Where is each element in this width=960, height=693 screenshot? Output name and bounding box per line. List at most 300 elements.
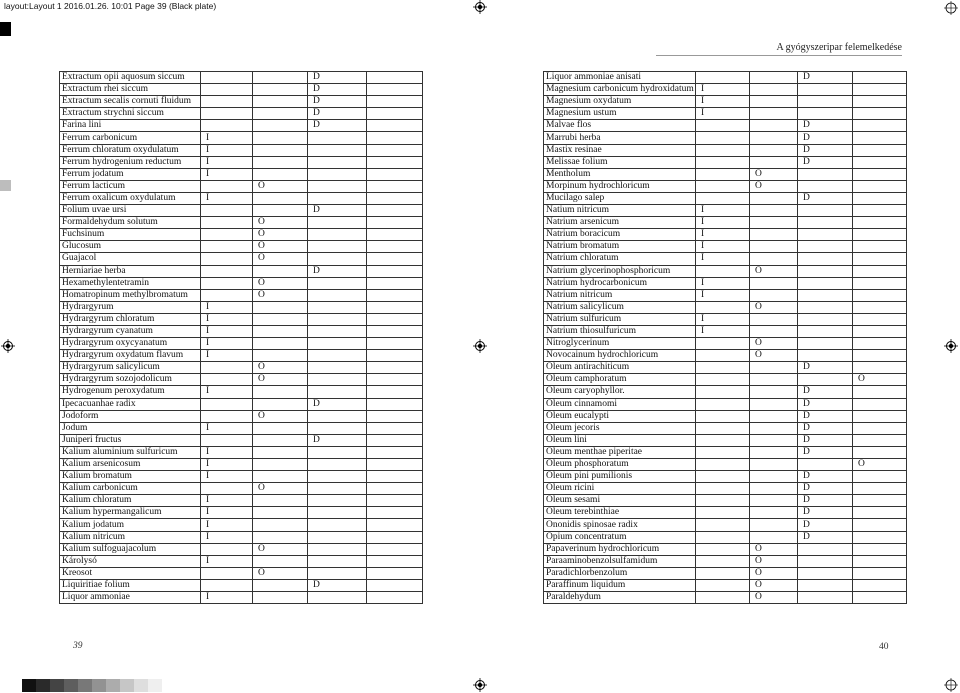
category-cell xyxy=(201,72,253,84)
category-cell xyxy=(367,180,423,192)
category-cell xyxy=(853,519,907,531)
category-cell xyxy=(253,495,308,507)
table-row xyxy=(544,459,907,471)
crop-block xyxy=(0,180,11,191)
category-cell xyxy=(750,374,798,386)
category-cell: O xyxy=(750,555,798,567)
category-cell xyxy=(308,325,367,337)
category-cell xyxy=(308,386,367,398)
substance-name-cell: Jodoform xyxy=(60,410,201,422)
category-cell xyxy=(853,180,907,192)
category-cell: D xyxy=(308,108,367,120)
category-cell xyxy=(798,338,853,350)
category-cell xyxy=(367,483,423,495)
table-row xyxy=(60,362,423,374)
substance-name-cell: Oleum cinnamomi xyxy=(544,398,696,410)
category-cell: D xyxy=(798,507,853,519)
substance-name-cell: Natrium chloratum xyxy=(544,253,696,265)
page-number-left: 39 xyxy=(73,641,83,651)
substance-name-cell: Magnesium ustum xyxy=(544,108,696,120)
category-cell xyxy=(853,156,907,168)
substance-name-cell: Malvae flos xyxy=(544,120,696,132)
crop-block xyxy=(0,22,11,36)
substance-name-cell: Mucilago salep xyxy=(544,192,696,204)
table-row xyxy=(60,108,423,120)
table-row xyxy=(544,180,907,192)
registration-mark-icon xyxy=(1,339,15,353)
table-row xyxy=(544,277,907,289)
table-row xyxy=(544,483,907,495)
table-row xyxy=(544,192,907,204)
category-cell xyxy=(367,446,423,458)
category-cell xyxy=(367,241,423,253)
calibration-swatch xyxy=(106,679,120,692)
category-cell: O xyxy=(253,217,308,229)
substance-name-cell: Kalium aluminium sulfuricum xyxy=(60,446,201,458)
table-row xyxy=(544,338,907,350)
category-cell: D xyxy=(798,531,853,543)
category-cell xyxy=(696,132,750,144)
substance-name-cell: Melissae folium xyxy=(544,156,696,168)
category-cell: I xyxy=(696,229,750,241)
category-cell xyxy=(853,567,907,579)
category-cell xyxy=(853,313,907,325)
table-row xyxy=(544,567,907,579)
category-cell xyxy=(750,483,798,495)
table-row xyxy=(60,592,423,604)
category-cell xyxy=(853,265,907,277)
substance-name-cell: Oleum phosphoratum xyxy=(544,459,696,471)
substance-name-cell: Hydrargyrum chloratum xyxy=(60,313,201,325)
category-cell xyxy=(253,579,308,591)
category-cell xyxy=(853,301,907,313)
category-cell xyxy=(367,434,423,446)
category-cell xyxy=(853,495,907,507)
category-cell xyxy=(367,386,423,398)
category-cell xyxy=(308,313,367,325)
category-cell xyxy=(853,168,907,180)
category-cell xyxy=(367,313,423,325)
category-cell xyxy=(367,422,423,434)
substance-name-cell: Kalium arsenicosum xyxy=(60,459,201,471)
category-cell xyxy=(696,374,750,386)
category-cell xyxy=(798,217,853,229)
table-row xyxy=(60,579,423,591)
category-cell xyxy=(750,96,798,108)
category-cell: I xyxy=(201,507,253,519)
substance-name-cell: Opium concentratum xyxy=(544,531,696,543)
substance-name-cell: Natrium arsenicum xyxy=(544,217,696,229)
substance-name-cell: Natrium salicylicum xyxy=(544,301,696,313)
substance-name-cell: Juniperi fructus xyxy=(60,434,201,446)
category-cell: I xyxy=(696,217,750,229)
category-cell xyxy=(253,313,308,325)
category-cell: Ö xyxy=(853,459,907,471)
category-cell xyxy=(750,446,798,458)
table-row xyxy=(60,301,423,313)
table-row xyxy=(544,132,907,144)
category-cell xyxy=(750,120,798,132)
category-cell xyxy=(201,180,253,192)
category-cell xyxy=(853,592,907,604)
table-row xyxy=(60,72,423,84)
category-cell xyxy=(853,132,907,144)
category-cell xyxy=(853,72,907,84)
category-cell xyxy=(367,325,423,337)
substance-name-cell: Paraaminobenzolsulfamidum xyxy=(544,555,696,567)
substance-name-cell: Oleum antirachiticum xyxy=(544,362,696,374)
table-row xyxy=(544,217,907,229)
substance-name-cell: Liquor ammoniae anisati xyxy=(544,72,696,84)
category-cell xyxy=(750,507,798,519)
category-cell xyxy=(853,277,907,289)
category-cell: I xyxy=(696,277,750,289)
category-cell: D xyxy=(308,579,367,591)
category-cell xyxy=(696,265,750,277)
category-cell xyxy=(853,386,907,398)
category-cell xyxy=(367,374,423,386)
table-row xyxy=(544,156,907,168)
category-cell: O xyxy=(750,592,798,604)
category-cell xyxy=(750,241,798,253)
category-cell xyxy=(367,84,423,96)
category-cell: D xyxy=(308,205,367,217)
category-cell xyxy=(308,144,367,156)
category-cell xyxy=(367,567,423,579)
substance-name-cell: Ferrum jodatum xyxy=(60,168,201,180)
category-cell xyxy=(367,156,423,168)
category-cell: I xyxy=(696,84,750,96)
substance-name-cell: Extractum opii aquosum siccum xyxy=(60,72,201,84)
substance-name-cell: Oleum terebinthiae xyxy=(544,507,696,519)
substance-name-cell: Homatropinum methylbromatum xyxy=(60,289,201,301)
category-cell xyxy=(853,350,907,362)
category-cell: D xyxy=(798,471,853,483)
category-cell xyxy=(798,277,853,289)
category-cell xyxy=(253,168,308,180)
table-row xyxy=(544,471,907,483)
category-cell xyxy=(308,217,367,229)
substance-name-cell: Oleum menthae piperitae xyxy=(544,446,696,458)
substance-name-cell: Oleum eucalypti xyxy=(544,410,696,422)
category-cell: I xyxy=(696,108,750,120)
category-cell xyxy=(367,168,423,180)
category-cell: I xyxy=(201,144,253,156)
page-number-right: 40 xyxy=(879,642,889,652)
category-cell xyxy=(201,398,253,410)
category-cell xyxy=(201,84,253,96)
substance-name-cell: Hydrargyrum cyanatum xyxy=(60,325,201,337)
substance-name-cell: Marrubi herba xyxy=(544,132,696,144)
substance-name-cell: Hydrargyrum xyxy=(60,301,201,313)
table-row xyxy=(544,507,907,519)
category-cell xyxy=(253,519,308,531)
substance-name-cell: Paradichlorbenzolum xyxy=(544,567,696,579)
category-cell xyxy=(696,398,750,410)
table-row xyxy=(544,519,907,531)
category-cell: I xyxy=(201,301,253,313)
category-cell xyxy=(750,325,798,337)
substance-name-cell: Magnesium oxydatum xyxy=(544,96,696,108)
substance-name-cell: Oleum caryophyllor. xyxy=(544,386,696,398)
category-cell xyxy=(308,483,367,495)
table-row xyxy=(60,289,423,301)
category-cell xyxy=(201,265,253,277)
table-row xyxy=(60,567,423,579)
category-cell xyxy=(696,168,750,180)
table-row xyxy=(60,410,423,422)
category-cell xyxy=(853,229,907,241)
category-cell xyxy=(367,289,423,301)
table-row xyxy=(60,495,423,507)
table-row xyxy=(544,84,907,96)
table-row xyxy=(544,325,907,337)
category-cell: O xyxy=(253,567,308,579)
substance-name-cell: Guajacol xyxy=(60,253,201,265)
table-row xyxy=(60,422,423,434)
category-cell xyxy=(367,543,423,555)
category-cell xyxy=(798,459,853,471)
substance-name-cell: Liquiritiae folium xyxy=(60,579,201,591)
category-cell xyxy=(201,277,253,289)
category-cell xyxy=(308,459,367,471)
category-cell xyxy=(367,72,423,84)
category-cell xyxy=(798,301,853,313)
category-cell xyxy=(853,507,907,519)
table-row xyxy=(60,241,423,253)
substance-name-cell: Hexamethylentetramin xyxy=(60,277,201,289)
category-cell: I xyxy=(201,422,253,434)
category-cell: O xyxy=(750,168,798,180)
category-cell xyxy=(253,120,308,132)
left-substance-table xyxy=(59,71,423,604)
category-cell xyxy=(308,531,367,543)
category-cell xyxy=(696,144,750,156)
category-cell: O xyxy=(253,229,308,241)
category-cell xyxy=(201,362,253,374)
category-cell xyxy=(750,277,798,289)
category-cell: O xyxy=(750,579,798,591)
category-cell xyxy=(798,84,853,96)
category-cell: O xyxy=(750,180,798,192)
category-cell xyxy=(798,567,853,579)
table-row xyxy=(60,156,423,168)
category-cell xyxy=(308,422,367,434)
category-cell xyxy=(696,180,750,192)
category-cell xyxy=(253,398,308,410)
substance-name-cell: Papaverinum hydrochloricum xyxy=(544,543,696,555)
category-cell: D xyxy=(798,446,853,458)
category-cell xyxy=(696,555,750,567)
category-cell xyxy=(696,120,750,132)
table-row xyxy=(60,446,423,458)
table-row xyxy=(60,471,423,483)
table-row xyxy=(544,398,907,410)
category-cell xyxy=(367,253,423,265)
table-row xyxy=(60,434,423,446)
table-row xyxy=(60,205,423,217)
category-cell: I xyxy=(201,459,253,471)
category-cell xyxy=(253,192,308,204)
category-cell xyxy=(201,289,253,301)
right-substance-table xyxy=(543,71,907,604)
table-row xyxy=(60,398,423,410)
category-cell: O xyxy=(750,543,798,555)
category-cell xyxy=(308,350,367,362)
category-cell: O xyxy=(253,410,308,422)
category-cell xyxy=(853,483,907,495)
table-row xyxy=(60,555,423,567)
substance-name-cell: Extractum strychni siccum xyxy=(60,108,201,120)
table-row xyxy=(544,434,907,446)
category-cell xyxy=(367,579,423,591)
substance-name-cell: Mentholum xyxy=(544,168,696,180)
category-cell xyxy=(253,507,308,519)
category-cell xyxy=(853,217,907,229)
category-cell: O xyxy=(253,543,308,555)
category-cell xyxy=(308,301,367,313)
category-cell xyxy=(750,434,798,446)
substance-name-cell: Ononidis spinosae radix xyxy=(544,519,696,531)
category-cell xyxy=(696,543,750,555)
category-cell xyxy=(253,555,308,567)
category-cell: O xyxy=(253,483,308,495)
category-cell xyxy=(853,555,907,567)
category-cell xyxy=(367,398,423,410)
category-cell xyxy=(750,362,798,374)
table-row xyxy=(544,205,907,217)
category-cell xyxy=(201,253,253,265)
substance-name-cell: Oleum sesami xyxy=(544,495,696,507)
category-cell: D xyxy=(798,120,853,132)
category-cell: O xyxy=(253,253,308,265)
substance-name-cell: Morpinum hydrochloricum xyxy=(544,180,696,192)
category-cell xyxy=(696,410,750,422)
category-cell xyxy=(308,241,367,253)
category-cell xyxy=(798,229,853,241)
category-cell: O xyxy=(253,289,308,301)
category-cell xyxy=(253,72,308,84)
substance-name-cell: Kalium jodatum xyxy=(60,519,201,531)
category-cell xyxy=(696,350,750,362)
calibration-swatch xyxy=(78,679,92,692)
category-cell xyxy=(853,96,907,108)
category-cell xyxy=(750,386,798,398)
category-cell: I xyxy=(201,325,253,337)
category-cell: I xyxy=(201,592,253,604)
category-cell xyxy=(308,446,367,458)
category-cell xyxy=(853,241,907,253)
category-cell xyxy=(696,72,750,84)
category-cell xyxy=(853,120,907,132)
category-cell xyxy=(696,495,750,507)
table-row xyxy=(544,350,907,362)
category-cell xyxy=(798,592,853,604)
category-cell xyxy=(253,459,308,471)
substance-name-cell: Natium nitricum xyxy=(544,205,696,217)
calibration-swatch xyxy=(22,679,36,692)
category-cell xyxy=(750,410,798,422)
category-cell xyxy=(253,132,308,144)
category-cell xyxy=(750,229,798,241)
category-cell xyxy=(853,422,907,434)
category-cell xyxy=(308,338,367,350)
category-cell xyxy=(367,96,423,108)
category-cell: O xyxy=(750,265,798,277)
category-cell xyxy=(308,156,367,168)
category-cell xyxy=(367,205,423,217)
print-slug: layout:Layout 1 2016.01.26. 10:01 Page 39 (Black plate) xyxy=(4,1,217,11)
category-cell xyxy=(308,592,367,604)
category-cell xyxy=(201,434,253,446)
calibration-swatch xyxy=(92,679,106,692)
substance-name-cell: Oleum pini pumilionis xyxy=(544,471,696,483)
calibration-swatch xyxy=(120,679,134,692)
category-cell xyxy=(253,434,308,446)
category-cell xyxy=(696,156,750,168)
table-row xyxy=(544,422,907,434)
category-cell xyxy=(696,483,750,495)
category-cell xyxy=(853,192,907,204)
category-cell xyxy=(750,519,798,531)
table-row xyxy=(60,120,423,132)
category-cell xyxy=(253,325,308,337)
category-cell xyxy=(367,531,423,543)
category-cell xyxy=(308,471,367,483)
calibration-swatch xyxy=(134,679,148,692)
substance-name-cell: Kalium hypermangalicum xyxy=(60,507,201,519)
category-cell xyxy=(201,241,253,253)
substance-name-cell: Fuchsinum xyxy=(60,229,201,241)
table-row xyxy=(60,132,423,144)
category-cell xyxy=(367,277,423,289)
category-cell xyxy=(253,301,308,313)
category-cell xyxy=(750,495,798,507)
category-cell xyxy=(798,289,853,301)
category-cell xyxy=(308,132,367,144)
substance-name-cell: Hydrargyrum sozojodolicum xyxy=(60,374,201,386)
category-cell xyxy=(696,519,750,531)
table-row xyxy=(544,168,907,180)
category-cell xyxy=(696,531,750,543)
category-cell: I xyxy=(696,325,750,337)
category-cell: D xyxy=(798,495,853,507)
table-row xyxy=(60,531,423,543)
category-cell xyxy=(367,362,423,374)
category-cell xyxy=(201,217,253,229)
category-cell xyxy=(853,531,907,543)
substance-name-cell: Kalium nitricum xyxy=(60,531,201,543)
category-cell: I xyxy=(201,471,253,483)
registration-mark-icon xyxy=(944,339,958,353)
substance-name-cell: Ferrum lacticum xyxy=(60,180,201,192)
category-cell xyxy=(750,422,798,434)
substance-name-cell: Nitroglycerinum xyxy=(544,338,696,350)
table-row xyxy=(544,579,907,591)
category-cell: D xyxy=(308,120,367,132)
table-row xyxy=(60,483,423,495)
table-row xyxy=(60,313,423,325)
category-cell: I xyxy=(201,192,253,204)
table-row xyxy=(544,253,907,265)
table-row xyxy=(60,519,423,531)
category-cell xyxy=(750,108,798,120)
table-row xyxy=(544,301,907,313)
table-row xyxy=(60,459,423,471)
category-cell xyxy=(308,362,367,374)
table-row xyxy=(60,180,423,192)
substance-name-cell: Extractum rhei siccum xyxy=(60,84,201,96)
